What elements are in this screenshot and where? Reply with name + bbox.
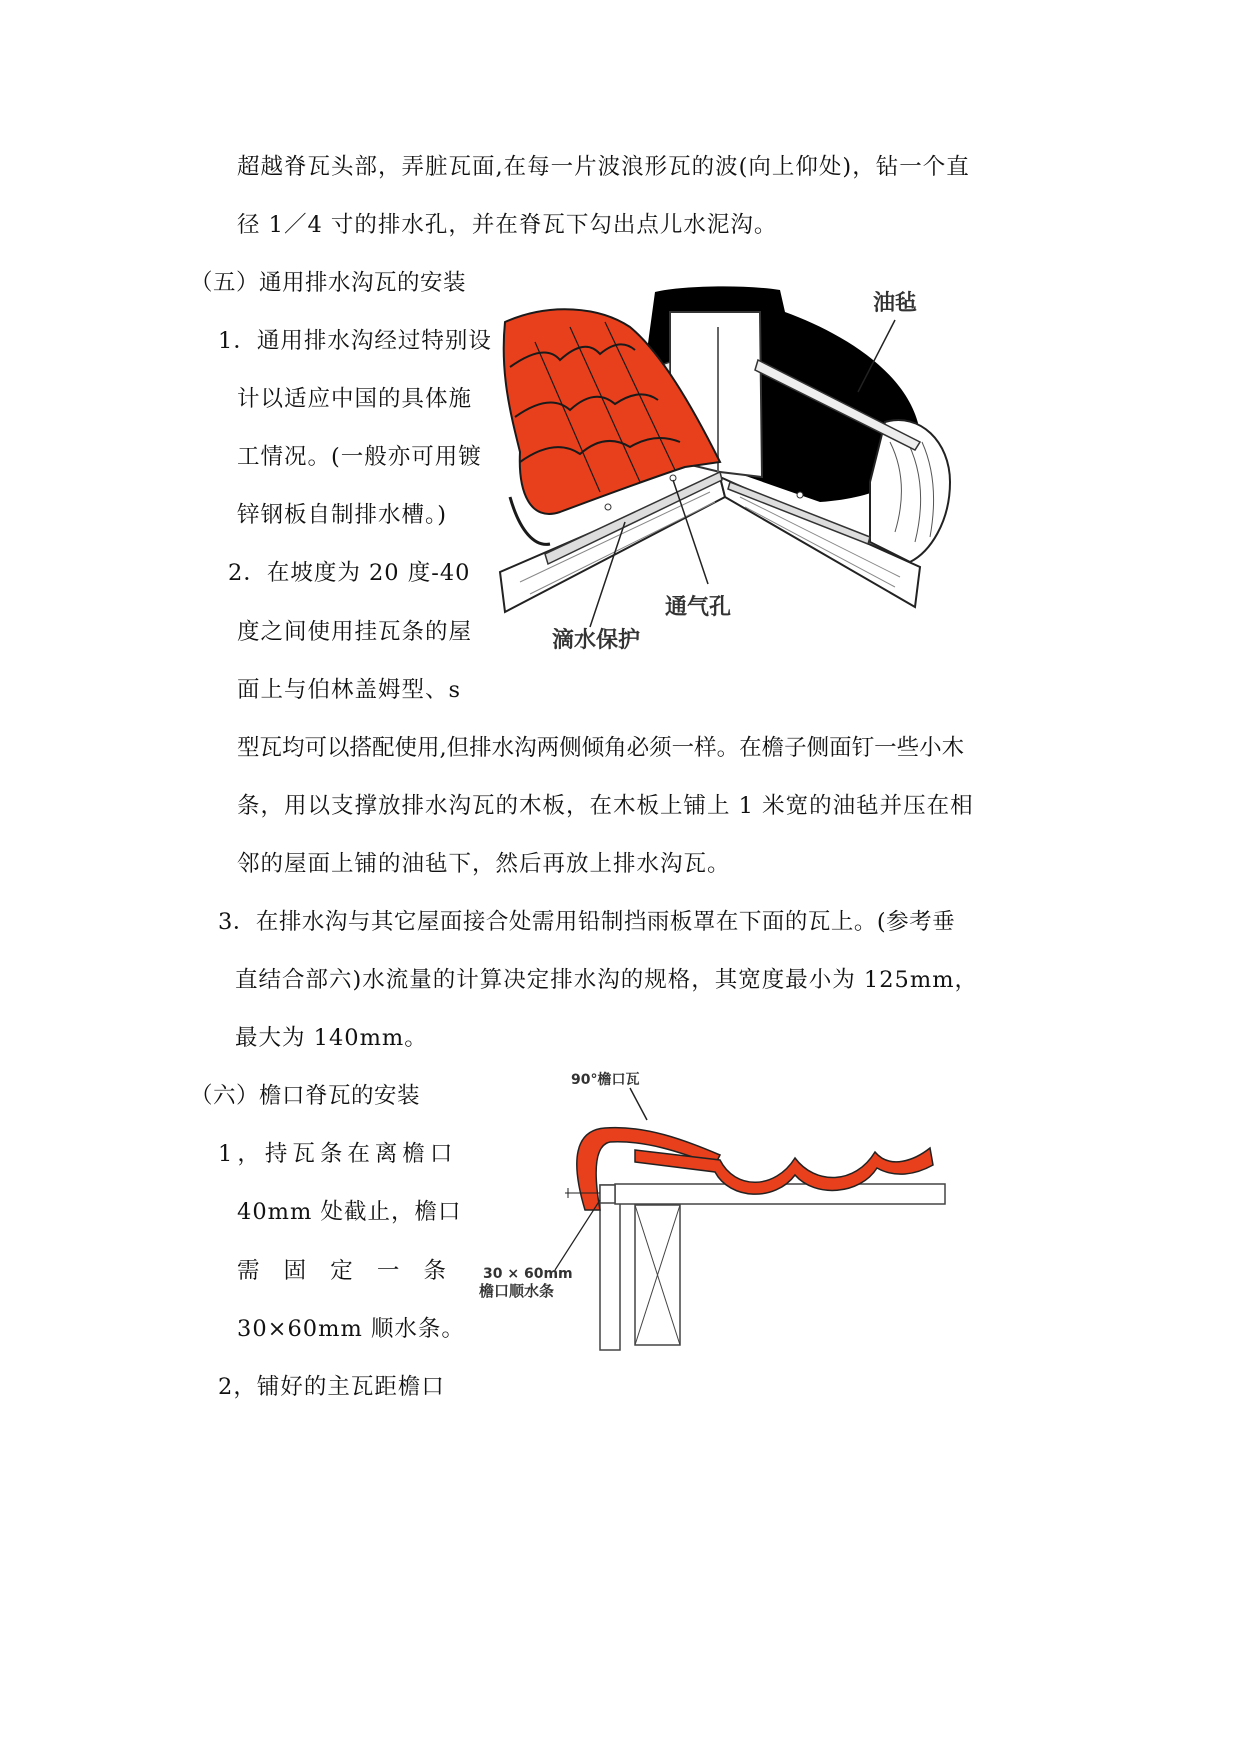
text-char: 固	[283, 1258, 308, 1284]
text-line: 30×60mm 顺水条。	[237, 1316, 465, 1342]
text-line: 1．通用排水沟经过特别设	[218, 328, 492, 354]
text-line: 最大为 140mm。	[235, 1025, 428, 1051]
label-batten-size: 30 × 60mm	[483, 1266, 573, 1282]
label-felt: 油毡	[873, 291, 918, 316]
text-line: 1，持瓦条在离檐口	[218, 1141, 458, 1167]
section-heading: （六）檐口脊瓦的安装	[190, 1083, 421, 1109]
text-char: 条	[423, 1258, 447, 1284]
text-line: 计以适应中国的具体施	[237, 386, 473, 412]
section-heading: （五）通用排水沟瓦的安装	[190, 270, 467, 296]
text-line: 度之间使用挂瓦条的屋	[237, 619, 473, 645]
text-line: 条，用以支撑放排水沟瓦的木板，在木板上铺上 1 米宽的油毡并压在相	[237, 793, 974, 819]
text-line: 面上与伯林盖姆型、s	[237, 677, 462, 703]
label-vent-hole: 通气孔	[665, 595, 732, 620]
text-char: 一	[376, 1258, 401, 1284]
fascia-board	[600, 1185, 620, 1350]
text-char: 需	[237, 1258, 261, 1284]
text-line: 直结合部六)水流量的计算决定排水沟的规格，其宽度最小为 125mm，	[235, 967, 979, 993]
eave-tile-figure	[475, 1060, 955, 1360]
text-line: 锌钢板自制排水槽。)	[237, 502, 448, 528]
text-line: 工情况。(一般亦可用镀	[237, 444, 482, 470]
valley-gutter-figure	[490, 282, 960, 662]
label-eave-tile: 90°檐口瓦	[571, 1072, 640, 1088]
text-line: 3．在排水沟与其它屋面接合处需用铅制挡雨板罩在下面的瓦上。(参考垂	[218, 909, 956, 935]
text-line: 径 1／4 寸的排水孔，并在脊瓦下勾出点儿水泥沟。	[237, 212, 778, 238]
text-line: 2．在坡度为 20 度-40	[228, 560, 471, 586]
text-line: 型瓦均可以搭配使用,但排水沟两侧倾角必须一样。在檐子侧面钉一些小木	[237, 735, 965, 761]
text-line: 邻的屋面上铺的油毡下，然后再放上排水沟瓦。	[237, 851, 731, 877]
text-line: 2，铺好的主瓦距檐口	[218, 1374, 445, 1400]
text-line-justified	[237, 1256, 447, 1286]
text-line: 40mm 处截止，檐口	[237, 1199, 462, 1225]
eave-batten	[600, 1185, 615, 1203]
label-drip-protection: 滴水保护	[552, 628, 641, 653]
text-line: 超越脊瓦头部，弄脏瓦面,在每一片波浪形瓦的波(向上仰处)，钻一个直	[237, 154, 970, 180]
text-char: 定	[330, 1258, 354, 1284]
label-batten-name: 檐口顺水条	[479, 1282, 555, 1300]
